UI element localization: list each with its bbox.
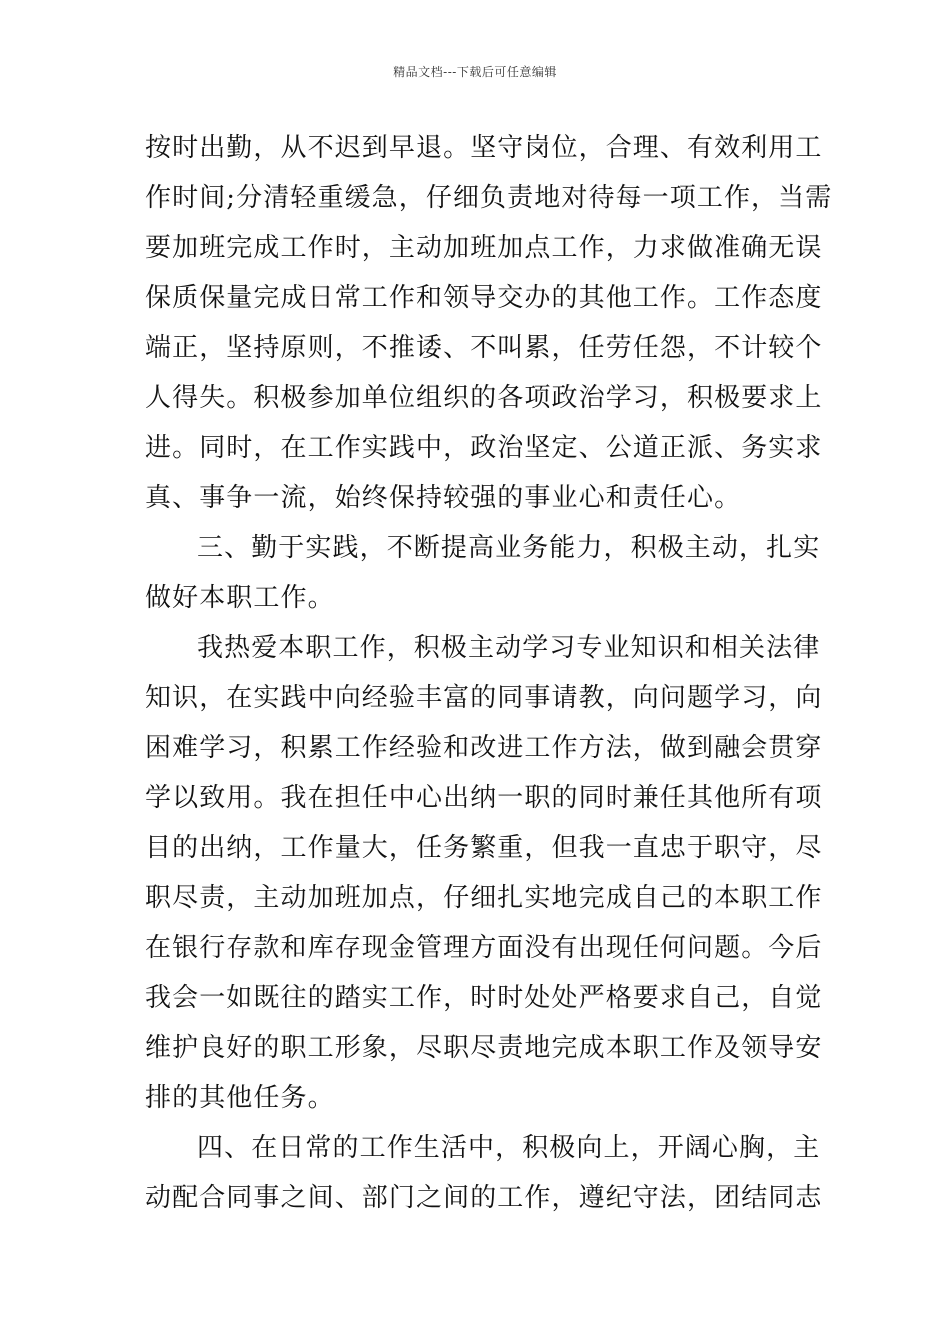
body-line: 要加班完成工作时，主动加班加点工作，力求做准确无误: [145, 233, 823, 263]
body-line: 端正，坚持原则，不推诿、不叫累，任劳任怨，不计较个: [145, 333, 823, 363]
page-header: 精品文档---下载后可任意编辑: [393, 65, 557, 79]
body-line: 人得失。积极参加单位组织的各项政治学习，积极要求上: [145, 383, 823, 413]
body-line: 动配合同事之间、部门之间的工作，遵纪守法，团结同志: [145, 1183, 823, 1213]
section-heading-line: 做好本职工作。: [145, 583, 335, 613]
body-line: 按时出勤，从不迟到早退。坚守岗位，合理、有效利用工: [145, 133, 823, 163]
body-line: 排的其他任务。: [145, 1083, 335, 1113]
body-line: 我热爱本职工作，积极主动学习专业知识和相关法律: [197, 633, 821, 663]
body-line: 困难学习，积累工作经验和改进工作方法，做到融会贯穿: [145, 733, 823, 763]
body-line: 维护良好的职工形象，尽职尽责地完成本职工作及领导安: [145, 1033, 823, 1063]
body-line: 进。同时，在工作实践中，政治坚定、公道正派、务实求: [145, 433, 823, 463]
body-line: 在银行存款和库存现金管理方面没有出现任何问题。今后: [145, 933, 823, 963]
body-line: 保质保量完成日常工作和领导交办的其他工作。工作态度: [145, 283, 823, 313]
body-line: 作时间;分清轻重缓急，仔细负责地对待每一项工作，当需: [145, 183, 833, 213]
body-line: 知识，在实践中向经验丰富的同事请教，向问题学习，向: [145, 683, 823, 713]
body-line: 目的出纳，工作量大，任务繁重，但我一直忠于职守，尽: [145, 833, 823, 863]
body-line: 职尽责，主动加班加点，仔细扎实地完成自己的本职工作: [145, 883, 823, 913]
section-heading-line: 四、在日常的工作生活中，积极向上，开阔心胸，主: [197, 1133, 821, 1163]
body-line: 我会一如既往的踏实工作，时时处处严格要求自己，自觉: [145, 983, 823, 1013]
document-body: [145, 123, 833, 1223]
section-heading-line: 三、勤于实践，不断提高业务能力，积极主动，扎实: [197, 533, 821, 563]
body-line: 真、事争一流，始终保持较强的事业心和责任心。: [145, 483, 742, 513]
body-line: 学以致用。我在担任中心出纳一职的同时兼任其他所有项: [145, 783, 823, 813]
